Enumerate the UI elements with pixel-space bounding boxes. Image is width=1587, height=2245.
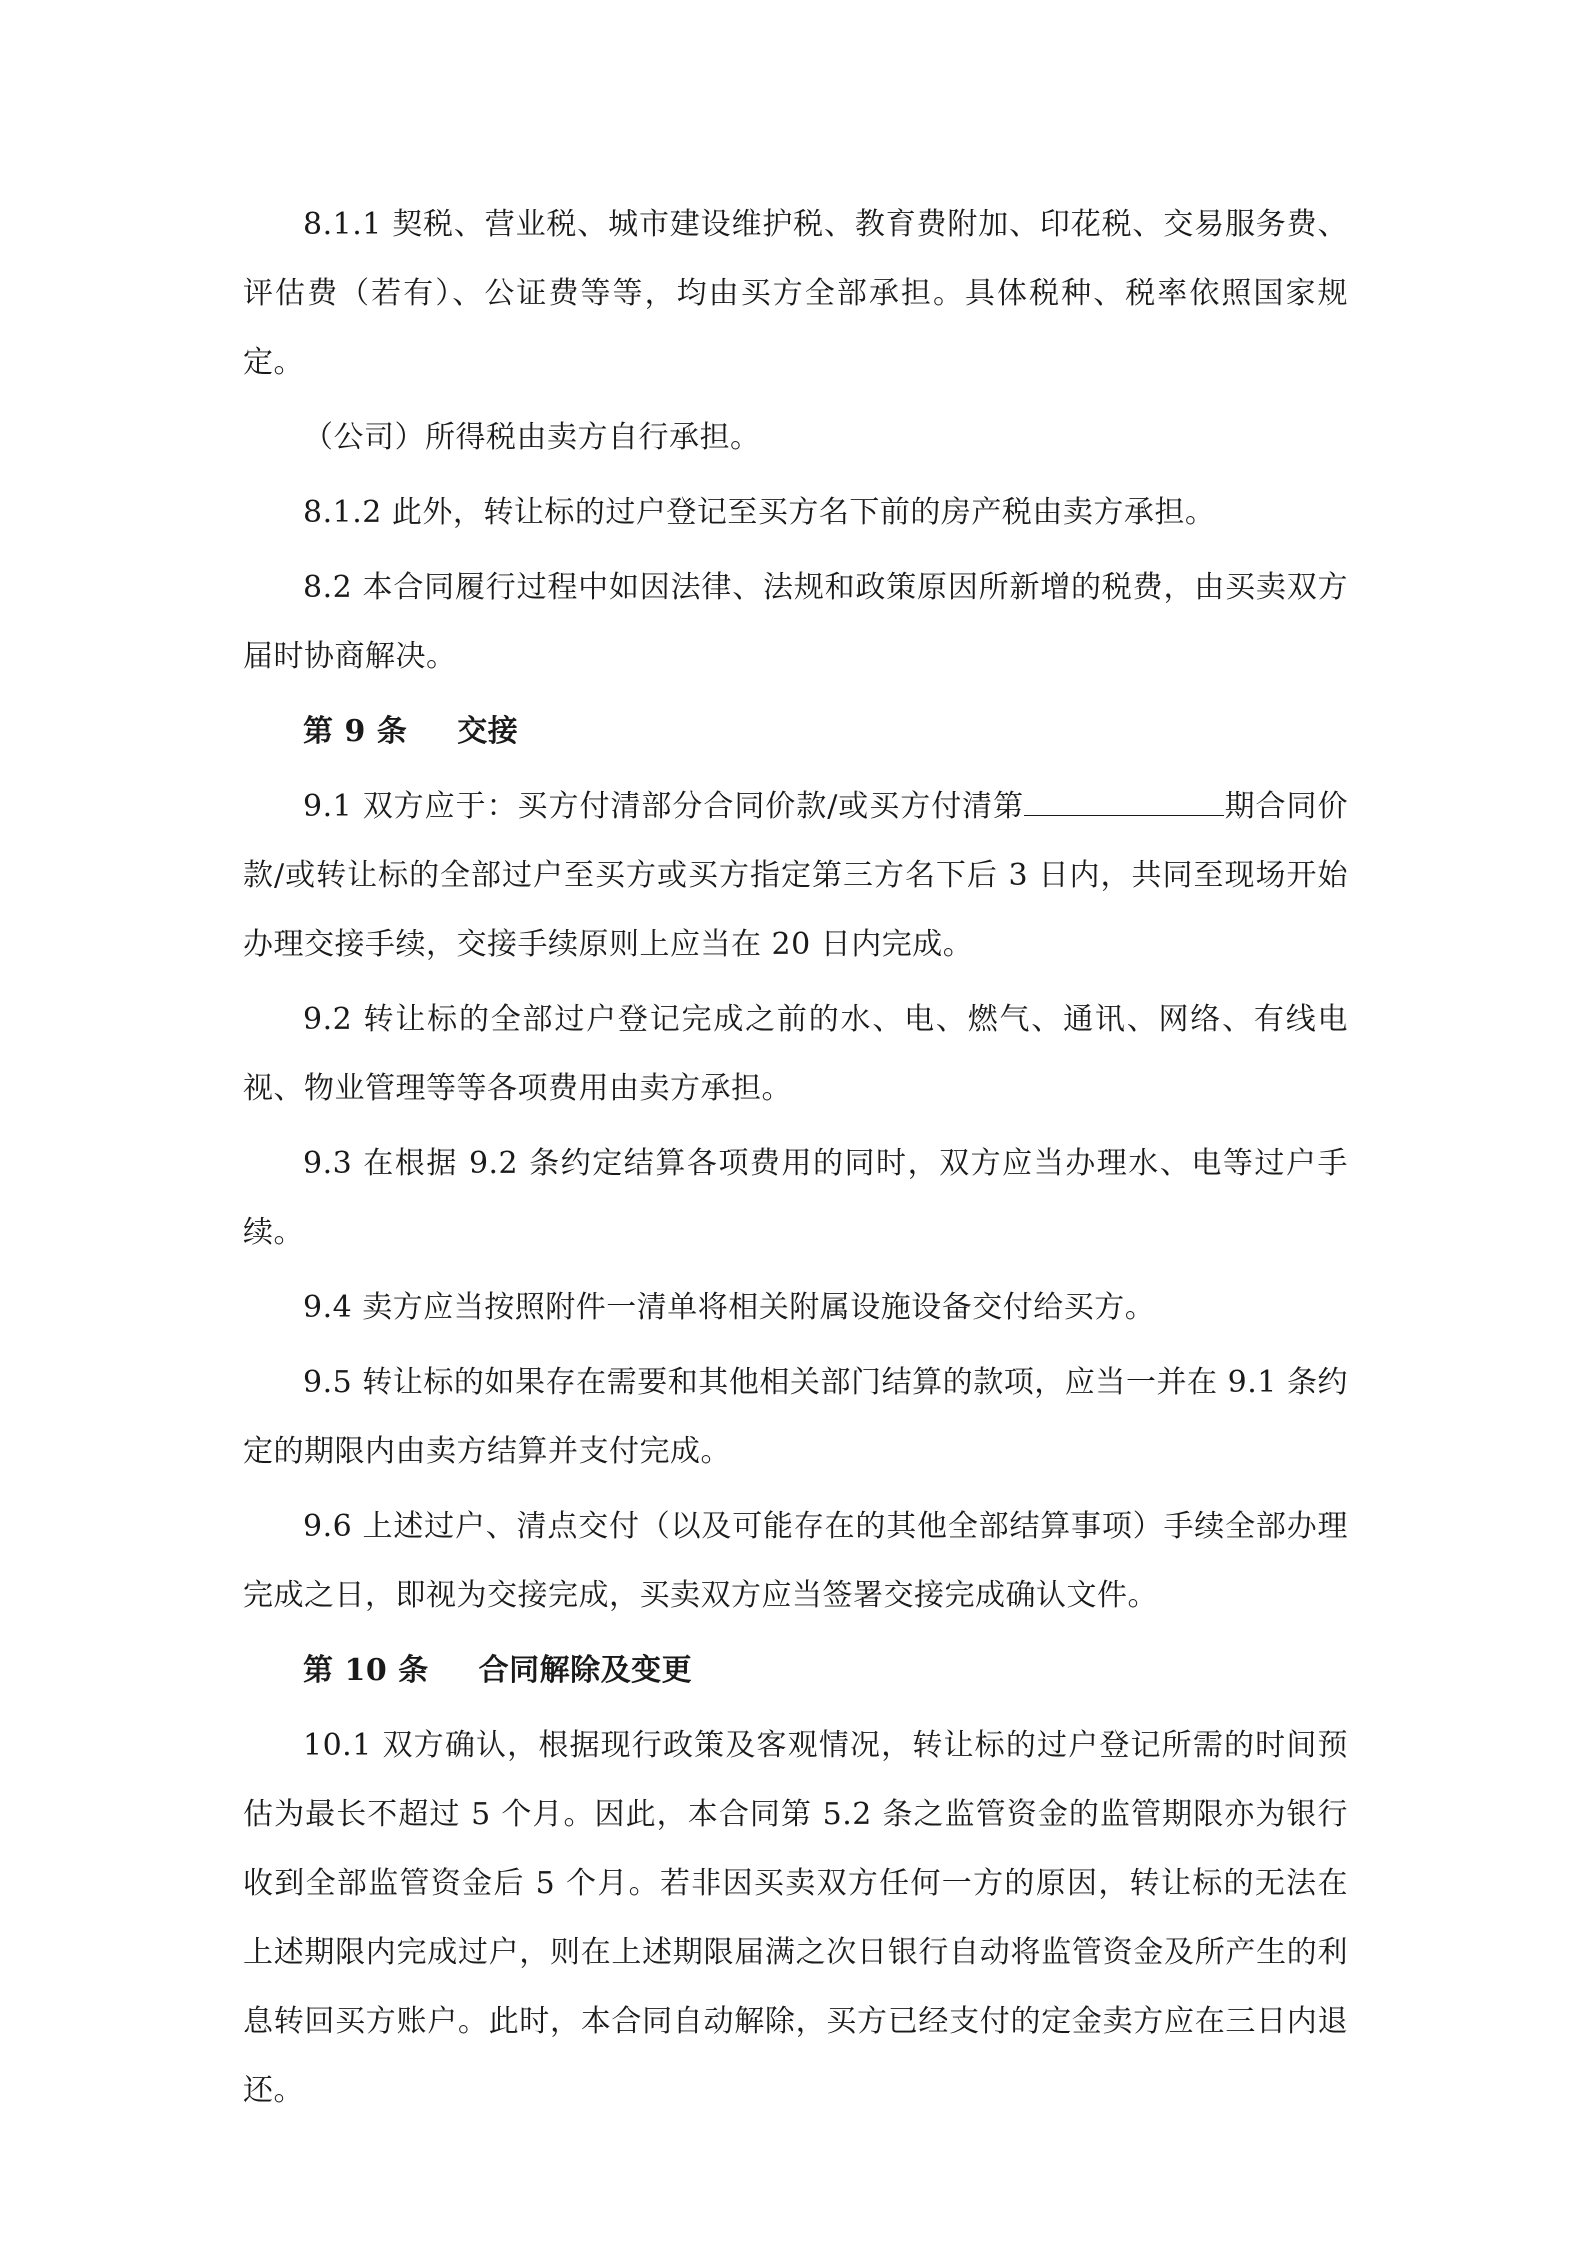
article-9-heading: [243, 697, 1348, 766]
clause-9-1-part-b: 期合同价款/或转让标的全部过户至买方或买方指定第三方名下后 3 日内，共同至现场开始办理交接手续，交接手续原则上应当在 20 日内完成。: [243, 789, 1348, 962]
fill-in-blank-line[interactable]: [1024, 789, 1224, 816]
clause-9-1: [243, 772, 1348, 979]
clause-9-1-part-a: 9.1 双方应于：买方付清部分合同价款/或买方付清第: [303, 789, 1025, 824]
clause-10-1: 10.1 双方确认，根据现行政策及客观情况，转让标的过户登记所需的时间预估为最长不超过 5 个月。因此，本合同第 5.2 条之监管资金的监管期限亦为银行收到全部监管资金后 5 个月。若非因买卖双方任何一方的原因，转让标的无法在上述期限内完成过户，则在上述期限届满之次日银行自动将监管资金及所产生的利息转回买方账户。此时，本合同自动解除，买方已经支付的定金卖方应在三日内退还。: [243, 1728, 1348, 2108]
article-9-title: 交接: [457, 714, 519, 749]
clause-9-4: 9.4 卖方应当按照附件一清单将相关附属设施设备交付给买方。: [303, 1290, 1156, 1325]
clause-8-1-2: 8.1.2 此外，转让标的过户登记至买方名下前的房产税由卖方承担。: [303, 495, 1216, 530]
article-9-number: 第 9 条: [303, 714, 408, 749]
clause-9-3: 9.3 在根据 9.2 条约定结算各项费用的同时，双方应当办理水、电等过户手续。: [243, 1146, 1348, 1250]
document-page: [243, 190, 1348, 2131]
clause-9-5: 9.5 转让标的如果存在需要和其他相关部门结算的款项，应当一并在 9.1 条约定的期限内由卖方结算并支付完成。: [243, 1365, 1348, 1469]
article-10-title: 合同解除及变更: [478, 1653, 693, 1688]
article-10-number: 第 10 条: [303, 1653, 429, 1688]
article-10-heading: [243, 1636, 1348, 1705]
clause-8-1-1: 8.1.1 契税、营业税、城市建设维护税、教育费附加、印花税、交易服务费、评估费（若有）、公证费等等，均由买方全部承担。具体税种、税率依照国家规定。: [243, 207, 1348, 380]
clause-8-1-1-income-tax: （公司）所得税由卖方自行承担。: [303, 420, 761, 455]
clause-8-2: 8.2 本合同履行过程中如因法律、法规和政策原因所新增的税费，由买卖双方届时协商解决。: [243, 570, 1348, 674]
clause-9-6: 9.6 上述过户、清点交付（以及可能存在的其他全部结算事项）手续全部办理完成之日，即视为交接完成，买卖双方应当签署交接完成确认文件。: [243, 1509, 1348, 1613]
clause-9-2: 9.2 转让标的全部过户登记完成之前的水、电、燃气、通讯、网络、有线电视、物业管理等等各项费用由卖方承担。: [243, 1002, 1348, 1106]
